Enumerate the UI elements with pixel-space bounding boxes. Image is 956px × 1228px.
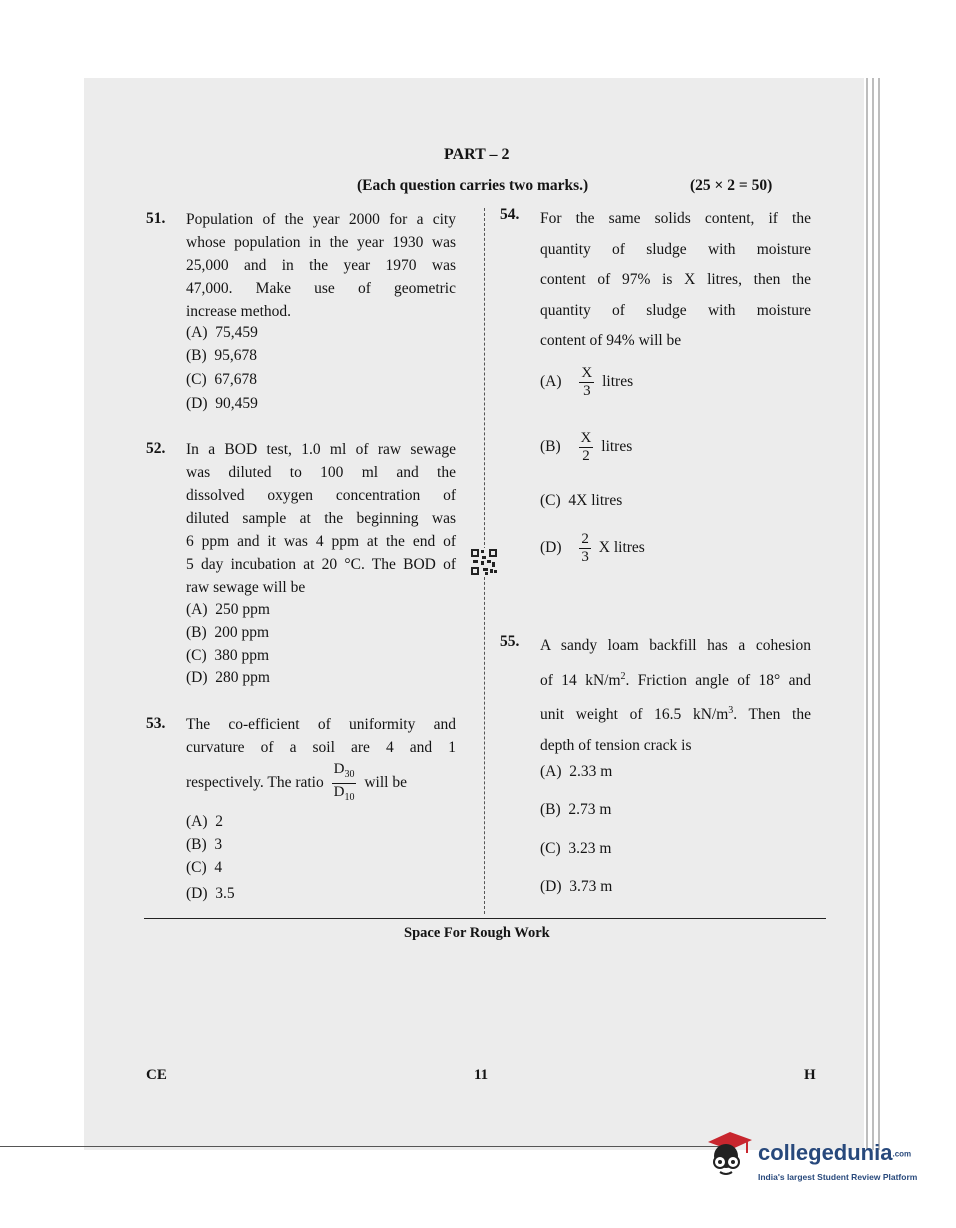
text-line: content of 97% is X litres, then the: [540, 271, 811, 288]
question-number: 55.: [500, 633, 520, 650]
text-line: The co-efficient of uniformity and: [186, 716, 456, 733]
option-c[interactable]: (C) 4: [186, 859, 223, 876]
option-a[interactable]: (A) 250 ppm: [186, 601, 270, 618]
text-line: curvature of a soil are 4 and 1: [186, 739, 456, 756]
option-c[interactable]: (C) 4X litres: [540, 492, 623, 509]
option-a[interactable]: (A) 2: [186, 813, 224, 830]
part-title: PART – 2: [444, 146, 510, 163]
booklet-series: H: [804, 1067, 816, 1083]
total-marks: (25 × 2 = 50): [690, 177, 773, 194]
text-line: content of 94% will be: [540, 332, 682, 349]
scan-edge-line: [0, 1146, 720, 1147]
question-51-text: [186, 208, 456, 323]
text-line: depth of tension crack is: [540, 736, 692, 754]
text-line: increase method.: [186, 303, 292, 320]
text-line: A sandy loam backfill has a cohesion: [540, 637, 811, 654]
option-a[interactable]: (A) 2.33 m: [540, 763, 613, 780]
option-d[interactable]: (D) 90,459: [186, 395, 258, 412]
option-d[interactable]: (D) 280 ppm: [186, 669, 270, 686]
text-line: raw sewage will be: [186, 579, 306, 596]
option-c[interactable]: (C) 3.23 m: [540, 840, 612, 857]
option-b[interactable]: (B) 2.73 m: [540, 801, 612, 818]
option-d[interactable]: (D) 3.73 m: [540, 878, 613, 895]
option-a[interactable]: (A) 75,459: [186, 324, 258, 341]
option-d[interactable]: (D) $\frac{2}{3}$ X litres: [540, 531, 645, 565]
rough-work-label: Space For Rough Work: [404, 925, 550, 941]
question-52-text: [186, 438, 456, 599]
ratio-fraction: $\frac{D_{30}}{D_{10}}$: [333, 761, 355, 803]
option-b[interactable]: (B) 3: [186, 836, 223, 853]
option-b[interactable]: (B) 200 ppm: [186, 624, 270, 641]
text-line: whose population in the year 1930 was: [186, 234, 456, 251]
page-number: 11: [474, 1067, 489, 1083]
rough-work-divider: [144, 918, 826, 919]
option-b[interactable]: (B) 95,678: [186, 347, 258, 364]
text-line: unit weight of 16.5 $kN/m^3$. Then the: [540, 705, 811, 724]
option-a[interactable]: (A) $\frac{X}{3}$ litres: [540, 365, 634, 399]
text-line: quantity of sludge with moisture: [540, 240, 811, 258]
text-line: For the same solids content, if the: [540, 210, 811, 227]
text-line: diluted sample at the beginning was: [186, 510, 456, 527]
question-55-text: [540, 631, 811, 761]
question-54-text: [540, 204, 811, 357]
text-line: 25,000 and in the year 1970 was: [186, 257, 456, 274]
option-c[interactable]: (C) 67,678: [186, 371, 258, 388]
text-line: quantity of sludge with moisture: [540, 301, 811, 319]
question-53-text: [186, 713, 456, 759]
text-line: In a BOD test, 1.0 ml of raw sewage: [186, 441, 456, 458]
qr-code-icon: [470, 548, 498, 576]
text-line: dissolved oxygen concentration of: [186, 487, 456, 504]
option-b[interactable]: (B) $\frac{X}{2}$ litres: [540, 430, 633, 464]
question-number: 54.: [500, 206, 520, 223]
text-line: 47,000. Make use of geometric: [186, 280, 456, 297]
text-line: 6 ppm and it was 4 ppm at the end of: [186, 533, 456, 550]
question-number: 51.: [146, 210, 166, 227]
text-line: was diluted to 100 ml and the: [186, 464, 456, 481]
subject-code: CE: [146, 1067, 167, 1083]
option-d[interactable]: (D) 3.5: [186, 885, 235, 902]
option-c[interactable]: (C) 380 ppm: [186, 647, 270, 664]
page-edge: [864, 78, 884, 1150]
text-line: 5 day incubation at 20 °C. The BOD of: [186, 556, 456, 573]
brand-logo: collegedunia.com: [758, 1140, 912, 1165]
text-line: of 14 $kN/m^2$. Friction angle of 18° and: [540, 670, 812, 689]
question-number: 52.: [146, 440, 166, 457]
text-line: Population of the year 2000 for a city: [186, 211, 456, 228]
question-number: 53.: [146, 715, 166, 732]
ratio-line: respectively. The ratio $\frac{D_{30}}{D_{10}}$ will be: [186, 761, 407, 803]
marks-instruction: (Each question carries two marks.): [357, 177, 589, 194]
brand-tagline: India's largest Student Review Platform: [758, 1172, 918, 1182]
graduate-mascot-icon: [700, 1124, 756, 1180]
